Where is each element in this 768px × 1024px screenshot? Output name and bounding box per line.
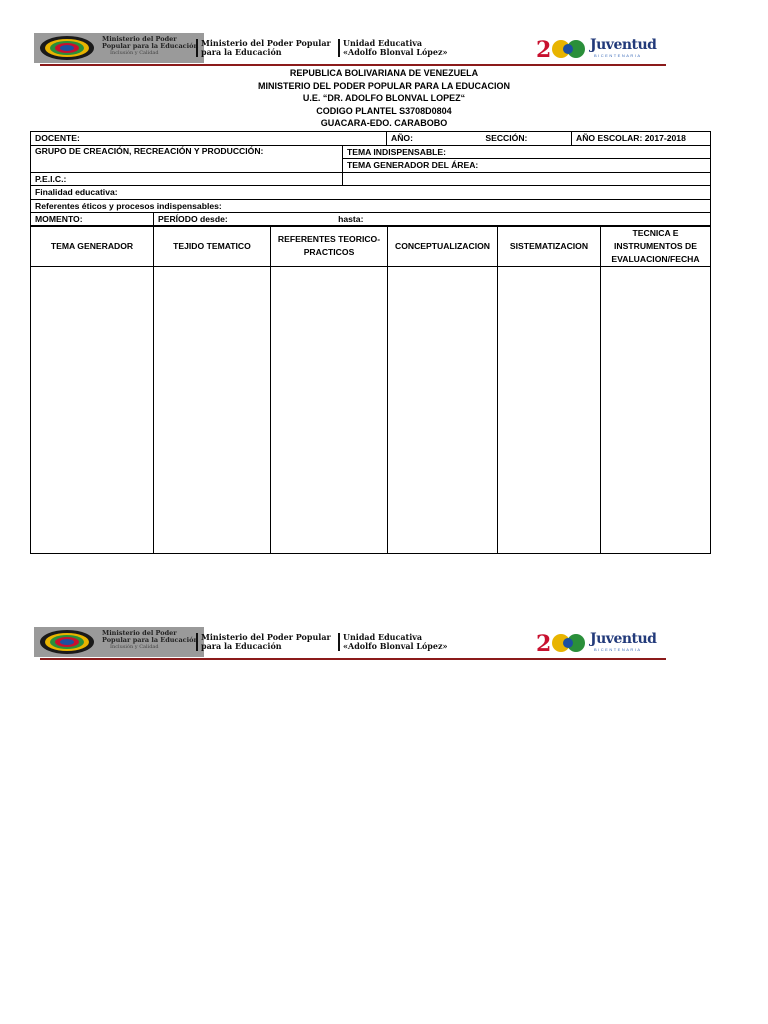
cell-tecnica[interactable] xyxy=(601,267,711,554)
swirl-logo-icon-2 xyxy=(38,629,96,655)
momento-field[interactable]: MOMENTO: xyxy=(31,213,154,227)
ministry-small-text-2: Ministerio del Poder Popular para la Educación Inclusión y Calidad xyxy=(102,629,199,650)
cell-tema-generador[interactable] xyxy=(31,267,154,554)
header-banner-bottom xyxy=(34,627,666,665)
referentes-field[interactable]: Referentes éticos y procesos indispensables: xyxy=(31,199,711,213)
juventud-logo: Juventud xyxy=(590,37,657,53)
anniversary-200-icon xyxy=(534,33,590,63)
periodo-field[interactable] xyxy=(154,213,711,227)
peic-value[interactable] xyxy=(343,172,711,186)
cell-tejido-tematico[interactable] xyxy=(154,267,271,554)
ministry-title-2: Ministerio del Poder Popular para la Educación xyxy=(196,633,331,651)
anio-field[interactable] xyxy=(387,132,572,146)
info-table xyxy=(30,131,711,227)
col-tecnica: TECNICA E INSTRUMENTOS DE EVALUACION/FECHA xyxy=(601,226,711,267)
cell-referentes[interactable] xyxy=(271,267,388,554)
peic-field[interactable]: P.E.I.C.: xyxy=(31,172,343,186)
header-line-1: REPUBLICA BOLIVARIANA DE VENEZUELA xyxy=(289,68,479,78)
header-line-5: GUACARA-EDO. CARABOBO xyxy=(320,118,448,128)
anniversary-200-icon-2 xyxy=(534,627,590,657)
grupo-field[interactable]: GRUPO DE CREACIÓN, RECREACIÓN Y PRODUCCIÓN: xyxy=(31,145,343,172)
swirl-logo-icon xyxy=(38,35,96,61)
col-referentes: REFERENTES TEORICO-PRACTICOS xyxy=(271,226,388,267)
school-title-2: Unidad Educativa «Adolfo Blonval López» xyxy=(338,633,448,651)
hasta-label: hasta: xyxy=(338,214,364,225)
header-line-2: MINISTERIO DEL PODER POPULAR PARA LA EDUCACION xyxy=(257,80,510,91)
ministry-title: Ministerio del Poder Popular para la Educación xyxy=(196,39,331,57)
col-tejido-tematico: TEJIDO TEMATICO xyxy=(154,226,271,267)
docente-field[interactable]: DOCENTE: xyxy=(31,132,387,146)
ministry-small-text: Ministerio del Poder Popular para la Educación Inclusión y Calidad xyxy=(102,35,199,56)
header-banner-top xyxy=(34,33,666,71)
cell-conceptualizacion[interactable] xyxy=(388,267,498,554)
school-title: Unidad Educativa «Adolfo Blonval López» xyxy=(338,39,448,57)
juventud-subtitle: BICENTENARIA xyxy=(594,53,642,58)
anio-escolar-field[interactable]: AÑO ESCOLAR: 2017-2018 xyxy=(572,132,711,146)
tema-indispensable-field[interactable]: TEMA INDISPENSABLE: xyxy=(343,145,711,159)
banner-rule xyxy=(40,64,666,66)
finalidad-field[interactable]: Finalidad educativa: xyxy=(31,186,711,200)
ministry-logo xyxy=(34,33,204,63)
cell-sistematizacion[interactable] xyxy=(498,267,601,554)
juventud-subtitle-2: BICENTENARIA xyxy=(594,647,642,652)
tema-generador-area-field[interactable]: TEMA GENERADOR DEL ÁREA: xyxy=(343,159,711,173)
seccion-label: SECCIÓN: xyxy=(485,133,528,144)
col-conceptualizacion: CONCEPTUALIZACION xyxy=(388,226,498,267)
document-header xyxy=(0,67,768,130)
ministry-logo-2 xyxy=(34,627,204,657)
header-line-3: U.E. “DR. ADOLFO BLONVAL LOPEZ“ xyxy=(302,93,466,103)
juventud-logo-2: Juventud xyxy=(590,631,657,647)
anio-label: AÑO: xyxy=(391,133,413,144)
banner-rule-2 xyxy=(40,658,666,660)
periodo-label: PERÍODO desde: xyxy=(158,214,228,225)
col-tema-generador: TEMA GENERADOR xyxy=(31,226,154,267)
svg-text:2: 2 xyxy=(536,631,552,657)
planning-table xyxy=(30,225,711,554)
col-sistematizacion: SISTEMATIZACION xyxy=(498,226,601,267)
svg-text:2: 2 xyxy=(536,37,552,63)
header-line-4: CODIGO PLANTEL S3708D0804 xyxy=(316,105,452,116)
